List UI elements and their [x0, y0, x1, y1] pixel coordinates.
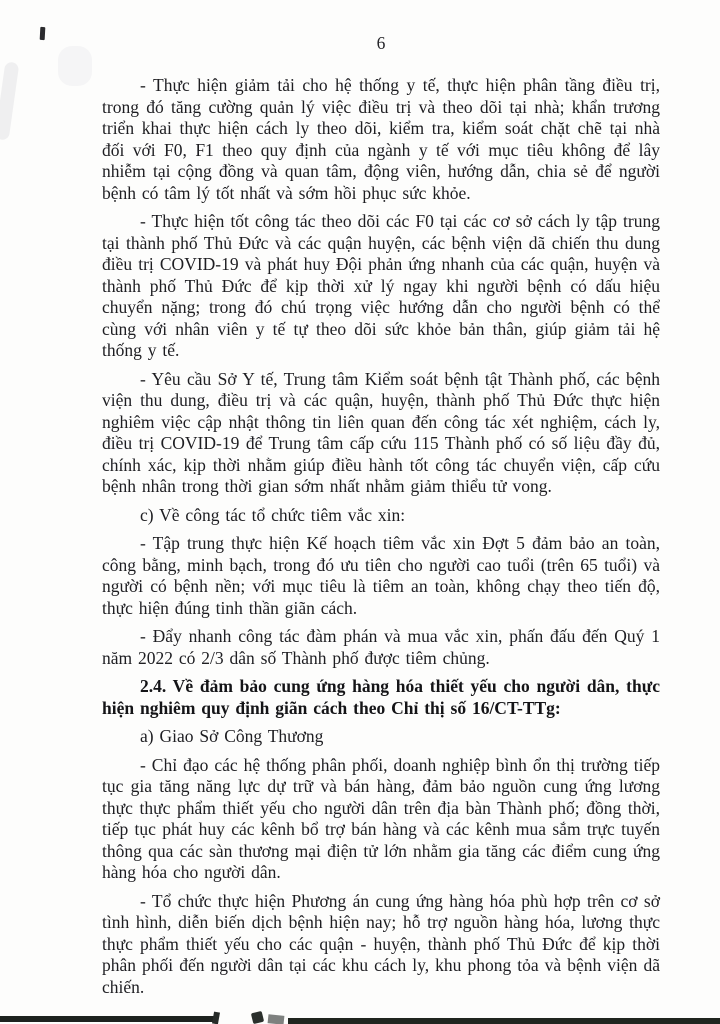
scan-smudge: [58, 46, 92, 86]
section-heading: 2.4. Về đảm bảo cung ứng hàng hóa thiết yếu cho người dân, thực hiện nghiêm quy định giãn cách theo Chỉ thị số 16/CT-TTg:: [102, 676, 660, 718]
document-body: [102, 75, 660, 998]
paragraph: - Chỉ đạo các hệ thống phân phối, doanh nghiệp bình ổn thị trường tiếp tục gia tăng năng lực dự trữ và bán hàng, đảm bảo nguồn cung ứng lương thực thực phẩm thiết yếu cho người dân trên địa bàn Thành phố; đồng thời, tiếp tục phát huy các kênh bổ trợ bán hàng và các kênh mua sắm trực tuyến thông qua các sàn thương mại điện tử lớn nhằm gia tăng các điểm cung ứng hàng hóa cho người dân.: [102, 754, 660, 882]
paragraph: - Đẩy nhanh công tác đàm phán và mua vắc xin, phấn đấu đến Quý 1 năm 2022 có 2/3 dân số Thành phố được tiêm chủng.: [102, 626, 660, 668]
paragraph: - Tập trung thực hiện Kế hoạch tiêm vắc xin Đợt 5 đảm bảo an toàn, công bằng, minh bạch, trong đó ưu tiên cho người cao tuổi (trên 65 tuổi) và người có bệnh nền; với mục tiêu là tiêm an toàn, không chạy theo tiến độ, thực hiện đúng tinh thần giãn cách.: [102, 533, 660, 618]
scan-edge-fragment: [251, 1011, 264, 1024]
page-number: 6: [376, 33, 386, 53]
paragraph: - Thực hiện tốt công tác theo dõi các F0 tại các cơ sở cách ly tập trung tại thành phố Thủ Đức và các quận huyện, các bệnh viện dã chiến thu dung điều trị COVID-19 và phát huy Đội phản ứng nhanh của các quận, huyện và thành phố Thủ Đức để kịp thời xử lý ngay khi người bệnh có dấu hiệu chuyển nặng; trong đó chú trọng việc hướng dẫn cho người bệnh có thể cùng với nhân viên y tế tự theo dõi sức khỏe bản thân, giúp giảm tải hệ thống y tế.: [102, 211, 660, 360]
scan-edge-bar-left: [0, 1016, 214, 1022]
scan-smudge: [0, 61, 19, 140]
scan-edge-bar-right: [288, 1018, 720, 1024]
paragraph: a) Giao Sở Công Thương: [140, 726, 324, 746]
paragraph: - Yêu cầu Sở Y tế, Trung tâm Kiểm soát bệnh tật Thành phố, các bệnh viện thu dung, điều trị và các quận, huyện, thành phố Thủ Đức thực hiện nghiêm việc cập nhật thông tin liên quan đến công tác xét nghiệm, cách ly, điều trị COVID-19 để Trung tâm cấp cứu 115 Thành phố có số liệu đầy đủ, chính xác, kịp thời nhằm giúp điều hành tốt công tác chuyển viện, cấp cứu bệnh nhân trong thời gian sớm nhất nhằm giảm thiểu tử vong.: [102, 368, 660, 496]
scan-edge-fragment: [268, 1014, 285, 1024]
scan-edge-fragment: [212, 1012, 220, 1024]
paragraph: c) Về công tác tổ chức tiêm vắc xin:: [140, 504, 406, 525]
paragraph: - Thực hiện giảm tải cho hệ thống y tế, thực hiện phân tầng điều trị, trong đó tăng cường quản lý việc điều trị và theo dõi tại nhà; khẩn trương triển khai thực hiện cách ly theo dõi, kiểm tra, kiểm soát chặt chẽ tại nhà đối với F0, F1 theo quy định của ngành y tế với mục tiêu không để lây nhiễm tại cộng đồng và quan tâm, động viên, hướng dẫn, chia sẻ để người bệnh có tâm lý tốt nhất và sớm hồi phục sức khỏe.: [102, 75, 660, 203]
scan-mark: [40, 27, 46, 40]
paragraph: - Tổ chức thực hiện Phương án cung ứng hàng hóa phù hợp trên cơ sở tình hình, diễn biến dịch bệnh hiện nay; hỗ trợ nguồn hàng hóa, lương thực thực phẩm thiết yếu cho các quận - huyện, thành phố Thủ Đức để kịp thời phân phối đến người dân tại các khu cách ly, khu phong tỏa và bệnh viện dã chiến.: [102, 890, 660, 997]
page-content: [102, 33, 660, 1005]
